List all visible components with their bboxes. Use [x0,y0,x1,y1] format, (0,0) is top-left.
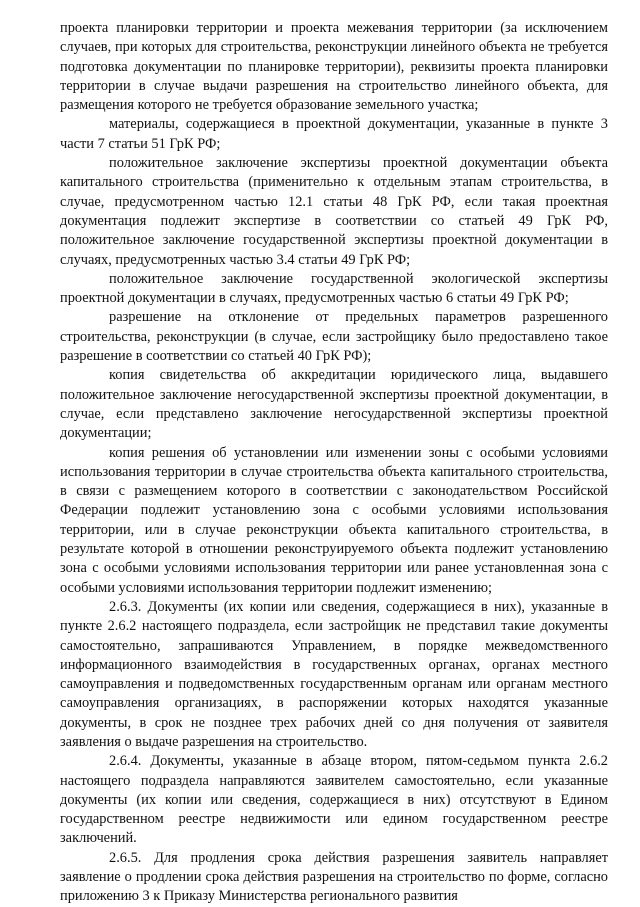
paragraph-project-materials: материалы, содержащиеся в проектной документации, указанные в пункте 3 части 7 статьи 51 ГрК РФ; [60,116,608,152]
paragraph-2-6-5: 2.6.5. Для продления срока действия разрешения заявитель направляет заявление о продлении срока действия разрешения на строительство по форме, согласно приложению 3 к Приказу Министерства регионального развития [60,849,608,905]
document-body [60,19,608,907]
paragraph-accreditation-copy: копия свидетельства об аккредитации юридического лица, выдавшего положительное заключение негосударственной экспертизы проектной документации, в случае, если представлено заключение негосударственной экспертизы проектной документации; [60,367,608,442]
paragraph-2-6-3: 2.6.3. Документы (их копии или сведения, содержащиеся в них), указанные в пункте 2.6.2 настоящего подраздела, если застройщик не представил такие документы самостоятельно, запрашиваются Управлением, в порядке межведомственного информационного взаимодействия в государственных органах, органах местного самоуправления и подведомственных государственным органам или органам местного самоуправления организациях, в распоряжении которых находятся указанные документы, в срок не позднее трех рабочих дней со дня получения от заявителя заявления о выдаче разрешения на строительство. [60,598,608,750]
paragraph-2-6-4: 2.6.4. Документы, указанные в абзаце втором, пятом-седьмом пункта 2.6.2 настоящего подраздела направляются заявителем самостоятельно, если указанные документы (их копии или сведения, содержащиеся в них) отсутствуют в Едином государственном реестре недвижимости или едином государственном реестре заключений. [60,753,608,847]
paragraph-territory-planning: проекта планировки территории и проекта межевания территории (за исключением случаев, при которых для строительства, реконструкции линейного объекта не требуется подготовка документации по планировке территории), реквизиты проекта планировки территории в случае выдачи разрешения на строительство линейного объекта, для размещения которого не требуется образование земельного участка; [60,20,608,114]
paragraph-special-zone-decision: копия решения об установлении или изменении зоны с особыми условиями использования территории в случае строительства объекта капитального строительства, в связи с размещением которого в соответствии с законодательством Российской Федерации подлежит установлению зона с особыми условиями использования территории, или в случае реконструкции объекта капитального строительства, в результате которой в отношении реконструируемого объекта подлежит установлению зона с особыми условиями использования территории или ранее установленная зона с особыми условиями использования территории подлежит изменению; [60,444,608,596]
paragraph-ecological-expertise: положительное заключение государственной экологической экспертизы проектной документации в случаях, предусмотренных частью 6 статьи 49 ГрК РФ; [60,270,608,307]
paragraph-deviation-permit: разрешение на отклонение от предельных параметров разрешенного строительства, реконструкции (в случае, если застройщику было предоставлено такое разрешение в соответствии со статьей 40 ГрК РФ); [60,309,608,365]
paragraph-expertise-conclusion: положительное заключение экспертизы проектной документации объекта капитального строительства (применительно к отдельным этапам строительства, в случае, предусмотренном частью 12.1 статьи 48 ГрК РФ, если такая проектная документация подлежит экспертизе в соответствии со статьей 49 ГрК РФ, положительное заключение государственной экспертизы проектной документации в случаях, предусмотренных частью 3.4 статьи 49 ГрК РФ; [60,155,608,268]
